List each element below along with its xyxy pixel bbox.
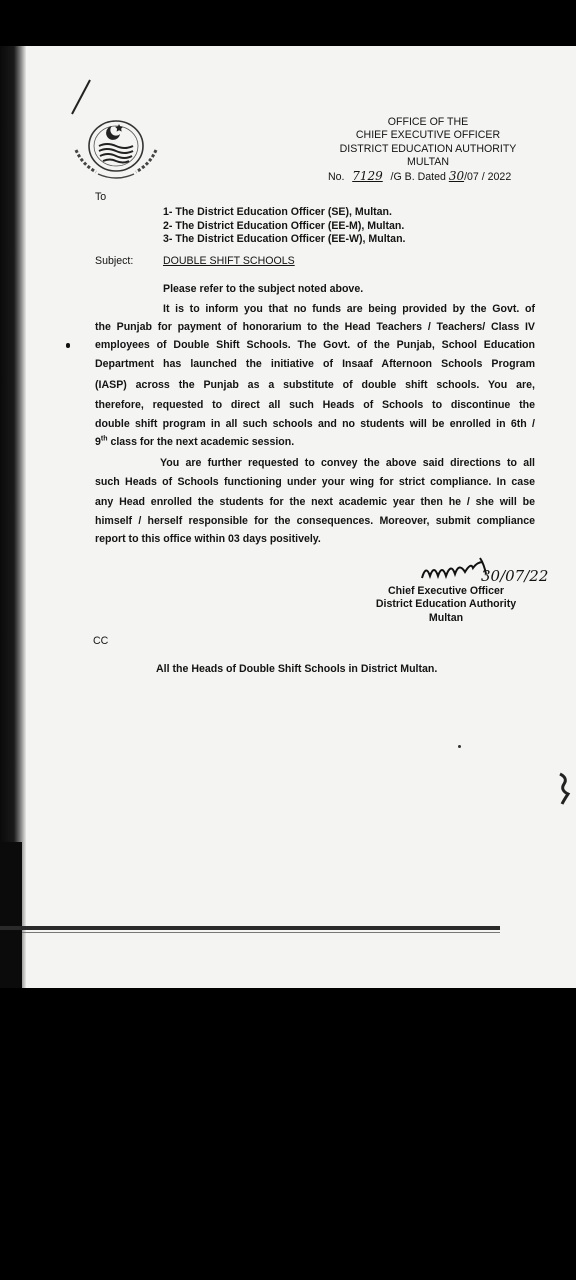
document-page bbox=[0, 46, 576, 988]
paragraph-2-last-line bbox=[95, 437, 294, 448]
cc-recipient: All the Heads of Double Shift Schools in District Multan. bbox=[156, 663, 438, 675]
scan-shadow-lower bbox=[0, 842, 22, 988]
signature-block bbox=[366, 585, 526, 625]
page-bottom-edge bbox=[0, 926, 500, 930]
handwritten-date: 30/07/22 bbox=[481, 567, 549, 585]
signature-title: Chief Executive Officer bbox=[388, 585, 504, 597]
paragraph-2-line: therefore, requested to direct all such Heads of Schools to discontinue the bbox=[95, 399, 535, 411]
recipient-3: 3- The District Education Officer (EE-W), Multan. bbox=[163, 233, 406, 245]
paragraph-2-line: Department has launched the initiative of Insaaf Afternoon Schools Program bbox=[95, 358, 535, 370]
ref-number: 7129 bbox=[352, 169, 383, 183]
paragraph-2-line: double shift program in all such schools and no students will be enrolled in 6th / bbox=[95, 418, 535, 430]
recipient-1: 1- The District Education Officer (SE), Multan. bbox=[163, 206, 392, 218]
paragraph-3-last-line: report to this office within 03 days positively. bbox=[95, 533, 321, 545]
office-line: OFFICE OF THE bbox=[387, 116, 469, 128]
subject-text: DOUBLE SHIFT SCHOOLS bbox=[163, 255, 295, 267]
office-heading bbox=[318, 116, 538, 170]
to-label: To bbox=[95, 191, 107, 203]
page-bottom-edge bbox=[22, 932, 500, 933]
pen-mark bbox=[66, 78, 96, 118]
grade-suffix: th bbox=[100, 435, 108, 443]
signature-city: Multan bbox=[428, 611, 464, 624]
scan-speck bbox=[66, 343, 70, 348]
paragraph-3-line: himself / herself responsible for the consequences. Moreover, submit compliance bbox=[95, 515, 535, 527]
paragraph-2-line: (IASP) across the Punjab as a substitute of double shift schools. You are, bbox=[95, 379, 535, 391]
government-seal-logo bbox=[72, 116, 160, 182]
scan-speck bbox=[458, 745, 461, 748]
paragraph-3-line: You are further requested to convey the above said directions to all bbox=[160, 457, 535, 469]
signature-department: District Education Authority bbox=[375, 598, 517, 611]
paragraph-3-line: such Heads of Schools functioning under your wing for strict compliance. In case bbox=[95, 476, 535, 488]
ref-prefix: No. bbox=[328, 171, 345, 183]
reference-line bbox=[328, 170, 511, 183]
subject-label: Subject: bbox=[95, 255, 134, 267]
office-line: CHIEF EXECUTIVE OFFICER bbox=[355, 129, 501, 142]
paragraph-2-end: class for the next academic session. bbox=[107, 436, 295, 448]
ref-day: 30 bbox=[448, 169, 465, 183]
paragraph-2-line: the Punjab for payment of honorarium to the Head Teachers / Teachers/ Class IV bbox=[95, 321, 535, 333]
paragraph-1: Please refer to the subject noted above. bbox=[163, 283, 364, 295]
paragraph-3-line: any Head enrolled the students for the next academic year then he / she will be bbox=[95, 496, 535, 508]
paragraph-2-line: employees of Double Shift Schools. The Govt. of the Punjab, School Education bbox=[95, 339, 535, 351]
scan-speck bbox=[552, 772, 572, 806]
recipient-2: 2- The District Education Officer (EE-M), Multan. bbox=[163, 220, 405, 232]
ref-mid: /G B. Dated bbox=[390, 171, 446, 183]
cc-label: CC bbox=[93, 635, 109, 647]
grade-number: 9 bbox=[95, 436, 101, 448]
office-line: DISTRICT EDUCATION AUTHORITY bbox=[339, 142, 517, 155]
office-line: MULTAN bbox=[407, 156, 449, 169]
paragraph-2-line: It is to inform you that no funds are being provided by the Govt. of bbox=[163, 303, 535, 315]
ref-rest: /07 / 2022 bbox=[464, 171, 512, 183]
